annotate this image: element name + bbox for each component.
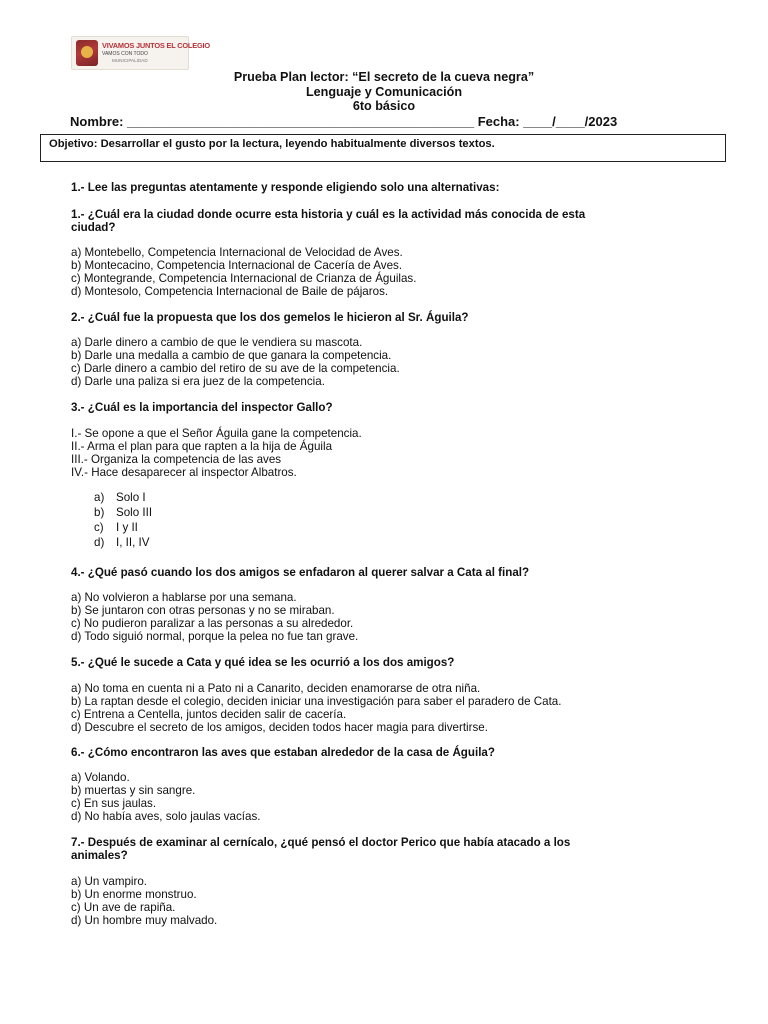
q4-option-c: c) No pudieron paralizar a las personas a su alrededor. — [71, 617, 354, 630]
q3-option-d-text: I, II, IV — [116, 536, 150, 549]
q3-option-b-letter: b) — [94, 506, 105, 519]
q6-option-a: a) Volando. — [71, 771, 130, 784]
q3-option-c-text: I y II — [116, 521, 138, 534]
q2-option-d: d) Darle una paliza si era juez de la competencia. — [71, 375, 325, 388]
q7-option-d: d) Un hombre muy malvado. — [71, 914, 218, 927]
school-logo — [71, 36, 210, 70]
q5-option-c: c) Entrena a Centella, juntos deciden salir de cacería. — [71, 708, 347, 721]
question-6: 6.- ¿Cómo encontraron las aves que estaban alrededor de la casa de Águila? — [71, 746, 495, 759]
subject-title: Lenguaje y Comunicación — [305, 85, 463, 99]
logo-subtitle: VAMOS CON TODO — [102, 51, 148, 57]
q5-option-b: b) La raptan desde el colegio, deciden iniciar una investigación para saber el paradero de Cata. — [71, 695, 562, 708]
instructions: 1.- Lee las preguntas atentamente y responde eligiendo solo una alternativas: — [71, 181, 500, 194]
test-title: Prueba Plan lector: “El secreto de la cueva negra” — [233, 70, 535, 84]
q2-option-b: b) Darle una medalla a cambio de que ganara la competencia. — [71, 349, 392, 362]
q1-option-a: a) Montebello, Competencia Internacional de Velocidad de Aves. — [71, 246, 403, 259]
q1-option-b: b) Montecacino, Competencia Internacional de Cacería de Aves. — [71, 259, 403, 272]
question-2: 2.- ¿Cuál fue la propuesta que los dos gemelos le hicieron al Sr. Águila? — [71, 311, 469, 324]
q5-option-a: a) No toma en cuenta ni a Pato ni a Canarito, deciden enamorarse de otra niña. — [71, 682, 481, 695]
q6-option-b: b) muertas y sin sangre. — [71, 784, 196, 797]
q5-option-d: d) Descubre el secreto de los amigos, deciden todos hacer magia para divertirse. — [71, 721, 488, 734]
q7-option-b: b) Un enorme monstruo. — [71, 888, 197, 901]
q4-option-d: d) Todo siguió normal, porque la pelea no fue tan grave. — [71, 630, 359, 643]
q6-option-d: d) No había aves, solo jaulas vacías. — [71, 810, 261, 823]
q4-option-b: b) Se juntaron con otras personas y no se miraban. — [71, 604, 335, 617]
question-3: 3.- ¿Cuál es la importancia del inspector Gallo? — [71, 401, 333, 414]
q3-option-a-text: Solo I — [116, 491, 146, 504]
q3-option-c-letter: c) — [94, 521, 104, 534]
q1-option-d: d) Montesolo, Competencia Internacional de Baile de pájaros. — [71, 285, 389, 298]
question-4: 4.- ¿Qué pasó cuando los dos amigos se enfadaron al querer salvar a Cata al final? — [71, 566, 530, 579]
q3-statement-3: III.- Organiza la competencia de las aves — [71, 453, 282, 466]
q3-statement-2: II.- Arma el plan para que rapten a la hija de Águila — [71, 440, 333, 453]
q4-option-a: a) No volvieron a hablarse por una semana. — [71, 591, 297, 604]
question-7: 7.- Después de examinar al cernícalo, ¿qué pensó el doctor Perico que había atacado a los — [71, 836, 571, 849]
question-5: 5.- ¿Qué le sucede a Cata y qué idea se les ocurrió a los dos amigos? — [71, 656, 455, 669]
question-7-cont: animales? — [71, 849, 128, 862]
logo-title: VIVAMOS JUNTOS EL COLEGIO — [102, 41, 210, 50]
objective-box — [40, 134, 726, 162]
objective-text: Objetivo: Desarrollar el gusto por la lectura, leyendo habitualmente diversos textos. — [49, 138, 495, 150]
question-1-cont: ciudad? — [71, 221, 116, 234]
q6-option-c: c) En sus jaulas. — [71, 797, 157, 810]
name-date-line: Nombre: ________________________________________________ Fecha: ____/____/2023 — [70, 114, 618, 129]
q7-option-c: c) Un ave de rapiña. — [71, 901, 176, 914]
q3-option-b-text: Solo III — [116, 506, 153, 519]
q3-statement-4: IV.- Hace desaparecer al inspector Albatros. — [71, 466, 297, 479]
logo-small-text: MUNICIPALIDAD — [112, 58, 148, 63]
question-1: 1.- ¿Cuál era la ciudad donde ocurre esta historia y cuál es la actividad más conocida de esta — [71, 208, 586, 221]
q3-option-a-letter: a) — [94, 491, 105, 504]
logo-emblem-icon — [76, 40, 98, 66]
grade-title: 6to básico — [352, 99, 416, 113]
q3-option-d-letter: d) — [94, 536, 105, 549]
q7-option-a: a) Un vampiro. — [71, 875, 148, 888]
q2-option-a: a) Darle dinero a cambio de que le vendiera su mascota. — [71, 336, 363, 349]
q2-option-c: c) Darle dinero a cambio del retiro de su ave de la competencia. — [71, 362, 400, 375]
q1-option-c: c) Montegrande, Competencia Internacional de Crianza de Águilas. — [71, 272, 417, 285]
q3-statement-1: I.- Se opone a que el Señor Águila gane la competencia. — [71, 427, 362, 440]
